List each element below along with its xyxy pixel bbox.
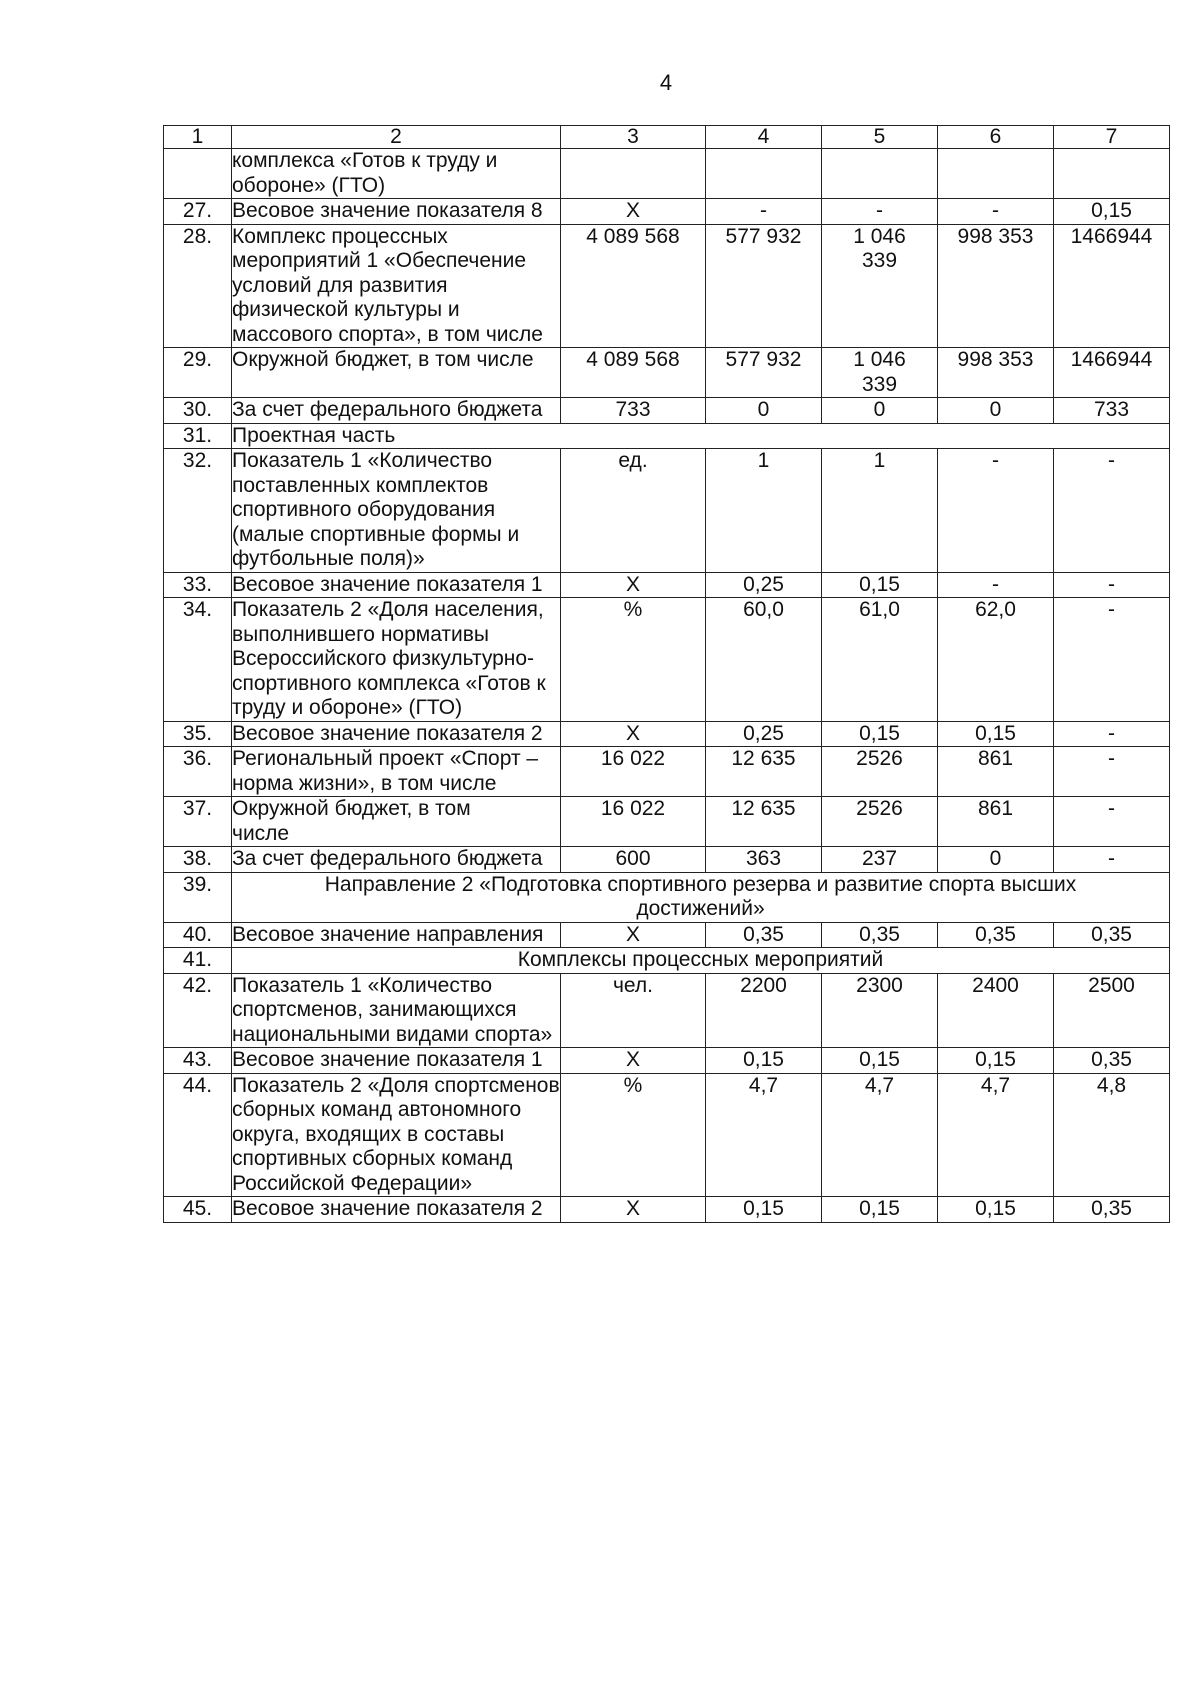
cell-col-4: 363	[706, 847, 822, 873]
row-name: Весовое значение показателя 1	[232, 572, 561, 598]
table-row	[164, 1048, 1170, 1074]
table-row	[164, 398, 1170, 424]
cell-col-3: Х	[561, 721, 706, 747]
table-row	[164, 797, 1170, 847]
table-row	[164, 948, 1170, 974]
cell-col-6: 0,15	[938, 1197, 1054, 1223]
cell-col-3: %	[561, 598, 706, 722]
cell-col-4: 12 635	[706, 797, 822, 847]
row-name: Весовое значение направления	[232, 922, 561, 948]
row-name: Региональный проект «Спорт – норма жизни», в том числе	[232, 747, 561, 797]
cell-col-7: -	[1054, 449, 1170, 573]
cell-col-6: 0	[938, 847, 1054, 873]
cell-col-7: 733	[1054, 398, 1170, 424]
cell-col-3: 733	[561, 398, 706, 424]
cell-col-7: -	[1054, 797, 1170, 847]
cell-col-7: 1466944	[1054, 348, 1170, 398]
cell-col-3: Х	[561, 199, 706, 225]
row-number: 45.	[164, 1197, 232, 1223]
table-body	[164, 126, 1170, 1223]
cell-col-7: -	[1054, 747, 1170, 797]
cell-col-6: -	[938, 449, 1054, 573]
table-header-row	[164, 126, 1170, 149]
cell-col-3: ед.	[561, 449, 706, 573]
cell-col-5: -	[822, 199, 938, 225]
section-heading: Комплексы процессных мероприятий	[232, 948, 1170, 974]
row-name: Комплекс процессных мероприятий 1 «Обеспечение условий для развития физической культуры и массового спорта», в том числе	[232, 224, 561, 348]
column-header: 7	[1054, 126, 1170, 149]
row-name: Показатель 2 «Доля населения, выполнившего нормативы Всероссийского физкультурно-спортивного комплекса «Готов к труду и обороне» (ГТО)	[232, 598, 561, 722]
table-row	[164, 423, 1170, 449]
column-header: 4	[706, 126, 822, 149]
cell-col-6: 0,35	[938, 922, 1054, 948]
cell-col-6: 998 353	[938, 224, 1054, 348]
cell-col-6: 0	[938, 398, 1054, 424]
cell-col-4: 2200	[706, 973, 822, 1048]
table-row	[164, 872, 1170, 922]
cell-col-4: 4,7	[706, 1073, 822, 1197]
row-number: 43.	[164, 1048, 232, 1074]
cell-col-6: 2400	[938, 973, 1054, 1048]
cell-col-3: Х	[561, 1048, 706, 1074]
column-header: 3	[561, 126, 706, 149]
row-number: 29.	[164, 348, 232, 398]
cell-col-7: 0,35	[1054, 922, 1170, 948]
row-number: 32.	[164, 449, 232, 573]
row-number: 40.	[164, 922, 232, 948]
cell-col-6: 0,15	[938, 1048, 1054, 1074]
row-number: 36.	[164, 747, 232, 797]
cell-col-3: Х	[561, 572, 706, 598]
row-number: 33.	[164, 572, 232, 598]
table-row	[164, 922, 1170, 948]
cell-col-3: 600	[561, 847, 706, 873]
table-row	[164, 199, 1170, 225]
cell-col-4: 577 932	[706, 224, 822, 348]
row-number	[164, 149, 232, 199]
row-name: Весовое значение показателя 2	[232, 1197, 561, 1223]
row-name: Весовое значение показателя 1	[232, 1048, 561, 1074]
column-header: 5	[822, 126, 938, 149]
table-row	[164, 847, 1170, 873]
cell-col-5: 0	[822, 398, 938, 424]
cell-col-5: 1	[822, 449, 938, 573]
cell-col-6: 998 353	[938, 348, 1054, 398]
table-row	[164, 149, 1170, 199]
table-row	[164, 598, 1170, 722]
row-number: 31.	[164, 423, 232, 449]
row-number: 27.	[164, 199, 232, 225]
cell-col-7: 0,35	[1054, 1048, 1170, 1074]
row-number: 39.	[164, 872, 232, 922]
cell-col-4: 0,35	[706, 922, 822, 948]
row-name: Показатель 1 «Количество спортсменов, занимающихся национальными видами спорта»	[232, 973, 561, 1048]
cell-col-4: 577 932	[706, 348, 822, 398]
section-heading: Проектная часть	[232, 423, 1170, 449]
cell-col-4: 60,0	[706, 598, 822, 722]
cell-col-5: 0,15	[822, 1197, 938, 1223]
cell-col-7: -	[1054, 598, 1170, 722]
cell-col-5: 1 046 339	[822, 224, 938, 348]
cell-col-5: 2526	[822, 797, 938, 847]
cell-col-4: 0,15	[706, 1048, 822, 1074]
cell-col-7: 1466944	[1054, 224, 1170, 348]
cell-col-5	[822, 149, 938, 199]
cell-col-3: чел.	[561, 973, 706, 1048]
cell-col-6: 4,7	[938, 1073, 1054, 1197]
data-table	[163, 125, 1170, 1223]
table-row	[164, 348, 1170, 398]
cell-col-6: 861	[938, 747, 1054, 797]
cell-col-6: -	[938, 199, 1054, 225]
row-name: Показатель 1 «Количество поставленных комплектов спортивного оборудования (малые спортивные формы и футбольные поля)»	[232, 449, 561, 573]
row-name: Окружной бюджет, в том числе	[232, 348, 561, 398]
cell-col-4: 0,25	[706, 721, 822, 747]
table-row	[164, 1073, 1170, 1197]
cell-col-4: 0	[706, 398, 822, 424]
row-number: 34.	[164, 598, 232, 722]
table-row	[164, 721, 1170, 747]
cell-col-3: 4 089 568	[561, 348, 706, 398]
row-number: 44.	[164, 1073, 232, 1197]
column-header: 2	[232, 126, 561, 149]
cell-col-3: %	[561, 1073, 706, 1197]
cell-col-4	[706, 149, 822, 199]
cell-col-6: 0,15	[938, 721, 1054, 747]
cell-col-5: 1 046 339	[822, 348, 938, 398]
cell-col-5: 0,15	[822, 572, 938, 598]
row-number: 30.	[164, 398, 232, 424]
cell-col-5: 237	[822, 847, 938, 873]
row-number: 42.	[164, 973, 232, 1048]
cell-col-5: 4,7	[822, 1073, 938, 1197]
cell-col-3: 16 022	[561, 747, 706, 797]
row-number: 38.	[164, 847, 232, 873]
row-name: Показатель 2 «Доля спортсменов сборных команд автономного округа, входящих в составы спортивных сборных команд Российской Федерации»	[232, 1073, 560, 1195]
page-number: 4	[659, 70, 673, 95]
row-number: 37.	[164, 797, 232, 847]
column-header: 1	[164, 126, 232, 149]
cell-col-6: 62,0	[938, 598, 1054, 722]
cell-col-7: -	[1054, 721, 1170, 747]
row-number: 41.	[164, 948, 232, 974]
cell-col-6	[938, 149, 1054, 199]
section-heading: Направление 2 «Подготовка спортивного резерва и развитие спорта высших достижений»	[232, 872, 1170, 922]
cell-col-6: -	[938, 572, 1054, 598]
cell-col-4: 0,15	[706, 1197, 822, 1223]
cell-col-4: 1	[706, 449, 822, 573]
cell-col-4: -	[706, 199, 822, 225]
cell-col-7: 2500	[1054, 973, 1170, 1048]
cell-col-5: 0,35	[822, 922, 938, 948]
table-row	[164, 224, 1170, 348]
cell-col-7: 0,15	[1054, 199, 1170, 225]
row-number: 35.	[164, 721, 232, 747]
row-number: 28.	[164, 224, 232, 348]
cell-col-3: Х	[561, 1197, 706, 1223]
table-row	[164, 747, 1170, 797]
table-row	[164, 449, 1170, 573]
row-name: Весовое значение показателя 8	[232, 199, 561, 225]
cell-col-7: -	[1054, 847, 1170, 873]
cell-col-3: 4 089 568	[561, 224, 706, 348]
cell-col-4: 0,25	[706, 572, 822, 598]
cell-col-5: 61,0	[822, 598, 938, 722]
cell-col-5: 2526	[822, 747, 938, 797]
cell-col-5: 0,15	[822, 721, 938, 747]
cell-col-7	[1054, 149, 1170, 199]
cell-col-3: Х	[561, 922, 706, 948]
cell-col-5: 0,15	[822, 1048, 938, 1074]
row-name: За счет федерального бюджета	[232, 398, 561, 424]
row-name: За счет федерального бюджета	[232, 847, 561, 873]
cell-col-7: 4,8	[1054, 1073, 1170, 1197]
row-name: комплекса «Готов к труду и обороне» (ГТО)	[232, 149, 561, 199]
cell-col-4: 12 635	[706, 747, 822, 797]
cell-col-5: 2300	[822, 973, 938, 1048]
column-header: 6	[938, 126, 1054, 149]
table-row	[164, 1197, 1170, 1223]
row-name: Окружной бюджет, в том числе	[232, 797, 561, 847]
table-row	[164, 572, 1170, 598]
cell-col-3	[561, 149, 706, 199]
row-name: Весовое значение показателя 2	[232, 721, 561, 747]
cell-col-7: -	[1054, 572, 1170, 598]
cell-col-3: 16 022	[561, 797, 706, 847]
cell-col-7: 0,35	[1054, 1197, 1170, 1223]
cell-col-6: 861	[938, 797, 1054, 847]
table-row	[164, 973, 1170, 1048]
